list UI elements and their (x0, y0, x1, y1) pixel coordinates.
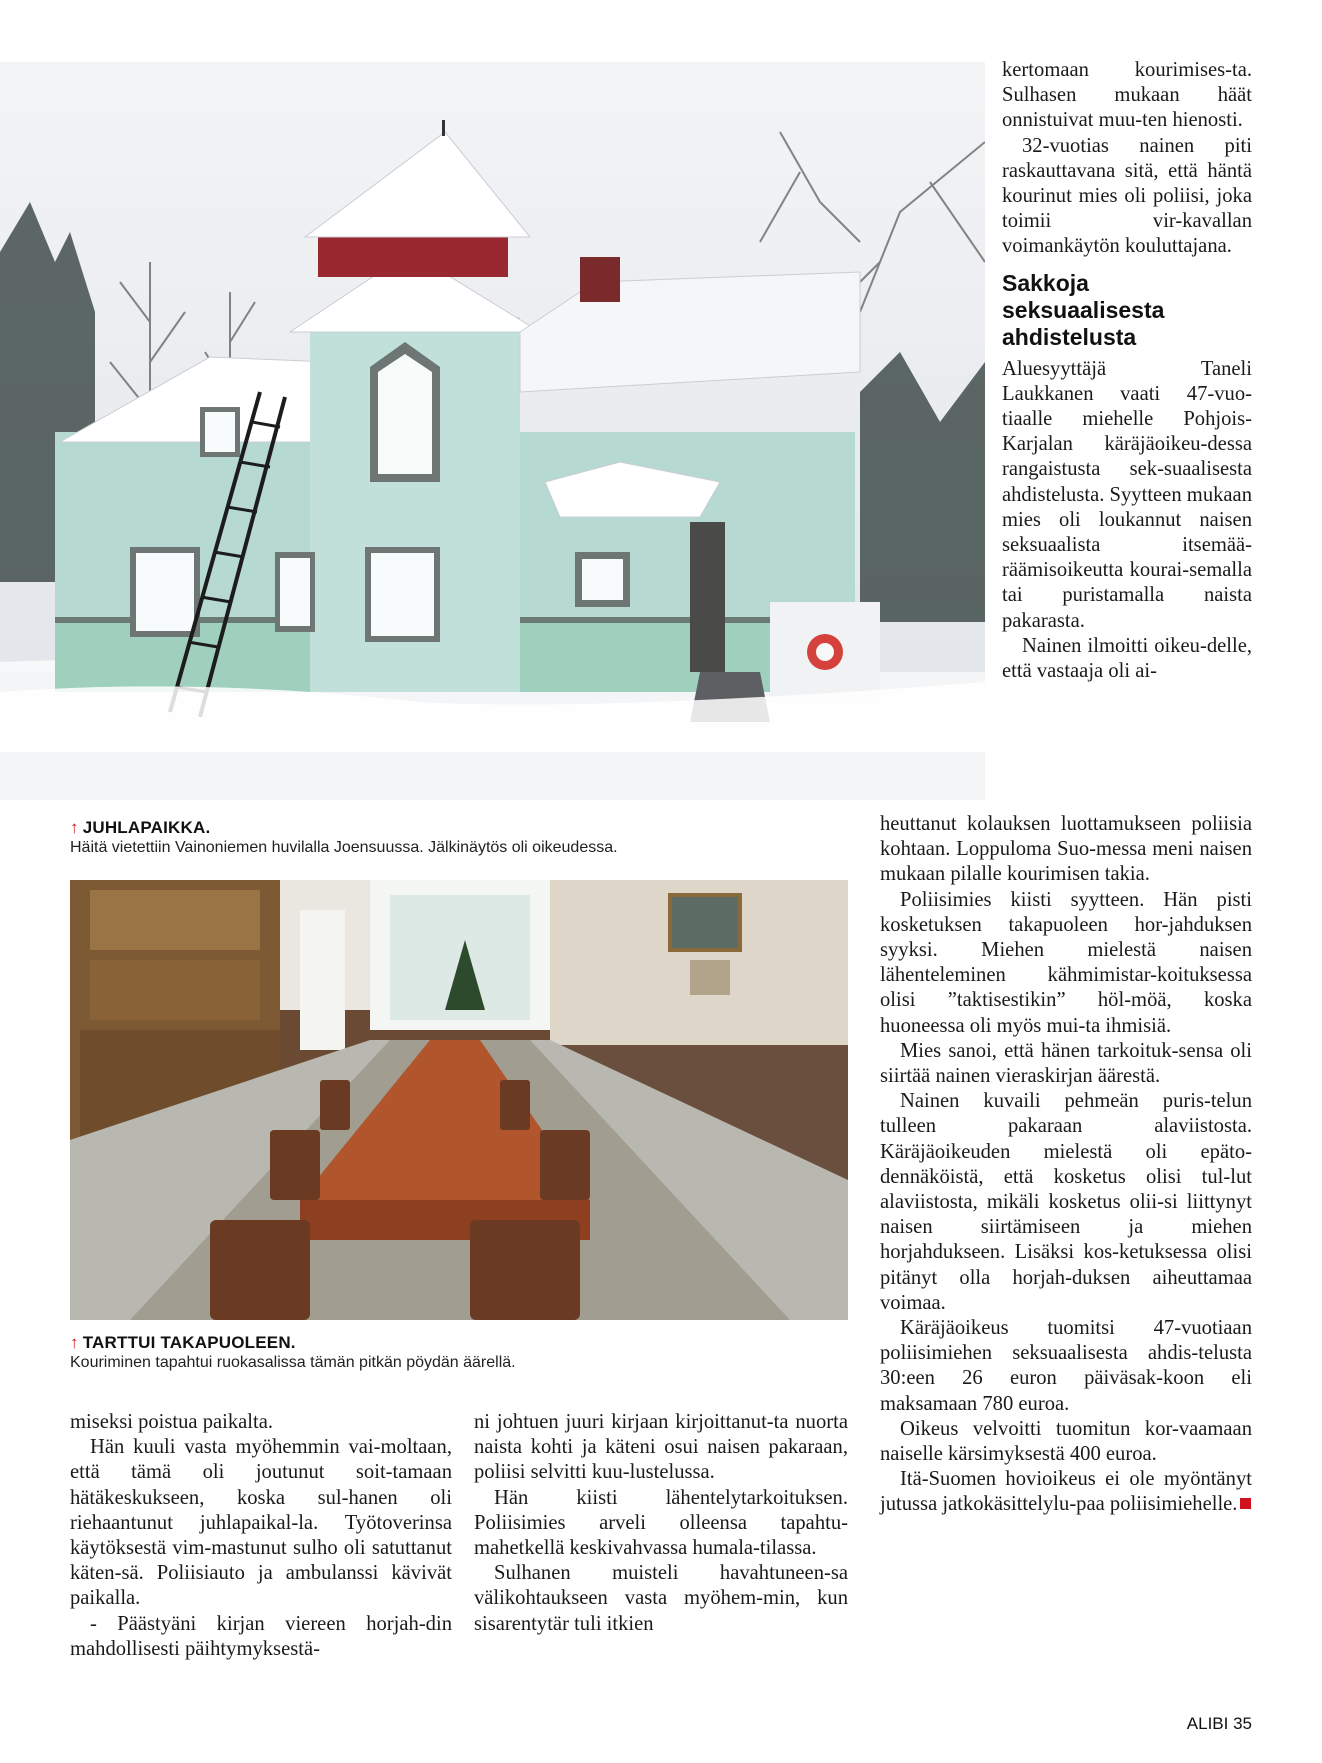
paragraph: 32-vuotias nainen piti raskauttavana sitä, että häntä kourinut mies oli poliisi, joka toimii vir-kavallan voimankäytön kouluttajana. (1002, 134, 1252, 258)
paragraph: - Päästyäni kirjan viereen horjah-din mahdollisesti päihtymyksestä- (70, 1612, 452, 1660)
page-folio: ALIBI 35 (1186, 1714, 1252, 1733)
paragraph: Nainen ilmoitti oikeu-delle, että vastaaja oli ai- (1002, 634, 1252, 683)
up-arrow-icon: ↑ (70, 818, 79, 837)
article-column-right-bottom (880, 812, 1252, 1518)
paragraph: Nainen kuvaili pehmeän puris-telun tulleen pakaraan alaviistosta. Käräjäoikeuden mielestä oli epäto-dennäköistä, että kosketus olisi tul-lut alaviistosta, mikäli kosketus olii-si liittynyt naisen siirtämiseen ja miehen horjahdukseen. Lisäksi kos-ketuksessa olisi pitänyt olla horjah-duksen aiheuttamaa voimaa. (880, 1090, 1252, 1314)
paragraph: Mies sanoi, että hänen tarkoituk-sensa oli siirtää nainen vieraskirjan äärestä. (880, 1039, 1252, 1088)
caption-heading: TARTTUI TAKAPUOLEEN. (82, 1333, 296, 1352)
article-column-bottom-1 (70, 1410, 452, 1662)
end-square-icon (1240, 1498, 1251, 1509)
paragraph: Itä-Suomen hovioikeus ei ole myöntänyt jutussa jatkokäsittelylu-paa poliisimiehelle. (880, 1468, 1252, 1516)
paragraph: Käräjäoikeus tuomitsi 47-vuotiaan poliisimiehen seksuaalisesta ahdis-telusta 30:een 26 euron päiväsak-koon eli maksamaan 780 euroa. (880, 1317, 1252, 1415)
dining-room-photo (70, 880, 848, 1320)
paragraph: Oikeus velvoitti tuomitun kor-vaamaan naiselle kärsimyksestä 400 euroa. (880, 1417, 1252, 1466)
section-subheading: Sakkoja seksuaalisesta ahdistelusta (1002, 269, 1165, 350)
paragraph: ni johtuen juuri kirjaan kirjoittanut-ta nuorta naista kohti ja käteni osui naisen pakaraan, poliisi selvitti kuu-lustelussa. (474, 1411, 848, 1484)
villa-photo (0, 62, 985, 800)
top-photo-caption (70, 818, 618, 857)
paragraph: Poliisimies kiisti syytteen. Hän pisti kosketuksen takapuoleen hor-jahduksen syyksi. Miehen mielestä naisen lähenteleminen kähmimistar-koituksessa olisi ”taktisestikin” höl-möä, koska huoneessa oli myös mui-ta ihmisiä. (880, 888, 1252, 1037)
caption-heading: JUHLAPAIKKA. (82, 818, 211, 837)
article-column-right-top (1002, 58, 1252, 684)
paragraph: heuttanut kolauksen luottamukseen poliisia kohtaan. Loppuloma Suo-messa meni naisen mukaan pilalle kourimisen takia. (880, 813, 1252, 886)
paragraph: Hän kiisti lähentelytarkoituksen. Poliisimies arveli olleensa tapahtu-mahetkellä keskivahvassa humala-tilassa. (474, 1486, 848, 1560)
bottom-photo-caption (70, 1333, 516, 1372)
caption-text: Häitä vietettiin Vainoniemen huvilalla Joensuussa. Jälkinäytös oli oikeudessa. (70, 839, 618, 856)
paragraph: Aluesyyttäjä Taneli Laukkanen vaati 47-vuo-tiaalle miehelle Pohjois-Karjalan käräjäoikeu-dessa rangaistusta sek-suaalisesta ahdistelusta. Syytteen mukaan mies oli loukannut naisen seksuaalista itsemää-räämisoikeutta kourai-semalla tai puristamalla naista pakarasta. (1002, 357, 1252, 632)
up-arrow-icon: ↑ (70, 1333, 79, 1352)
paragraph: Hän kuuli vasta myöhemmin vai-moltaan, että tämä oli joutunut soit-tamaan hätäkeskukseen, koska sul-hanen oli riehaantunut juhlapaikal-la. Työtoverinsa käytöksestä vim-mastunut sulho oli satuttanut käten-sä. Poliisiauto ja ambulanssi kävivät paikalla. (70, 1436, 452, 1610)
paragraph: kertomaan kourimises-ta. Sulhasen mukaan häät onnistuivat muu-ten hienosti. (1002, 59, 1252, 132)
article-column-bottom-2 (474, 1410, 848, 1637)
paragraph: miseksi poistua paikalta. (70, 1411, 274, 1433)
caption-text: Kouriminen tapahtui ruokasalissa tämän pitkän pöydän äärellä. (70, 1354, 516, 1371)
paragraph: Sulhanen muisteli havahtuneen-sa välikohtaukseen vasta myöhem-min, kun sisarentytär tuli itkien (474, 1562, 848, 1635)
